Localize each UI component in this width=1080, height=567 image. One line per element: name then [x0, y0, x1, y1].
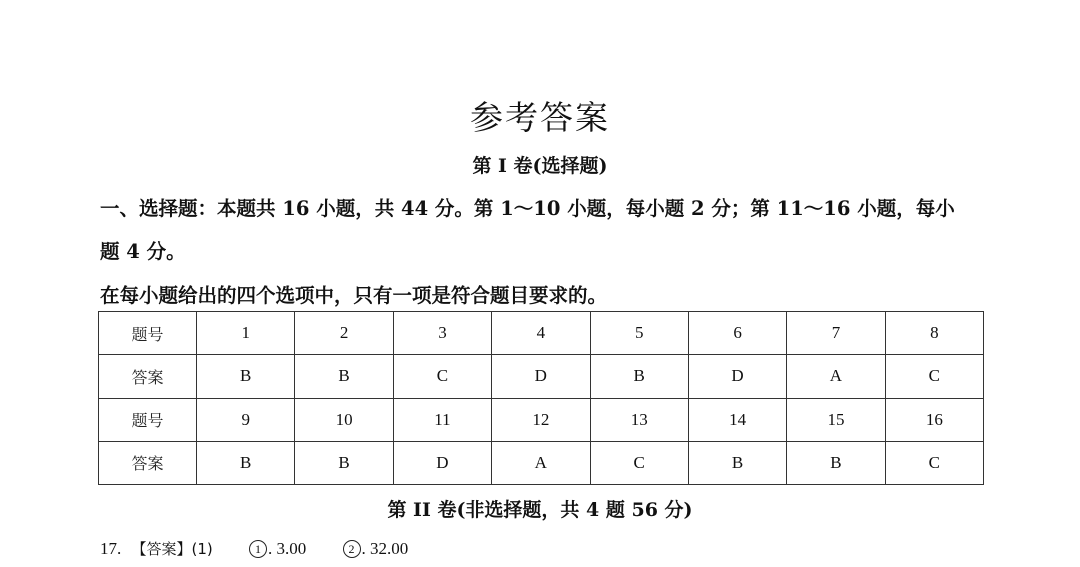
- part-one-heading: 第 I 卷(选择题): [472, 155, 608, 177]
- table-cell: B: [688, 441, 786, 484]
- table-cell: 3: [393, 312, 491, 355]
- table-cell: B: [295, 441, 393, 484]
- table-cell: A: [492, 441, 590, 484]
- page-title: 参考答案: [470, 98, 610, 137]
- table-cell: 7: [787, 312, 885, 355]
- table-cell: 4: [492, 312, 590, 355]
- table-cell: D: [393, 441, 491, 484]
- row-label: 答案: [99, 355, 197, 398]
- row-label: 题号: [99, 312, 197, 355]
- table-cell: 12: [492, 398, 590, 441]
- table-cell: B: [197, 355, 295, 398]
- table-cell: 13: [590, 398, 688, 441]
- table-cell: 9: [197, 398, 295, 441]
- instruction-line-1: 一、选择题：本题共 16 小题，共 44 分。第 1～10 小题，每小题 2 分；第 11～16 小题，每小: [100, 197, 955, 220]
- table-cell: B: [787, 441, 885, 484]
- table-cell: 2: [295, 312, 393, 355]
- table-cell: 1: [197, 312, 295, 355]
- question-17-answer: [100, 538, 440, 559]
- answer-item: [249, 539, 306, 559]
- answer-table: [98, 311, 984, 485]
- table-row: [99, 312, 984, 355]
- answer-item: [343, 539, 409, 559]
- row-label: 题号: [99, 398, 197, 441]
- table-row: [99, 355, 984, 398]
- table-cell: B: [295, 355, 393, 398]
- part-two-heading: 第 II 卷(非选择题，共 4 题 56 分): [387, 499, 693, 521]
- answer-label: 【答案】(1): [131, 540, 213, 558]
- instruction-line-3: 在每小题给出的四个选项中，只有一项是符合题目要求的。: [100, 284, 608, 307]
- table-cell: C: [393, 355, 491, 398]
- table-cell: C: [885, 355, 983, 398]
- circled-number-marker: 1: [249, 540, 267, 558]
- row-label: 答案: [99, 441, 197, 484]
- table-cell: A: [787, 355, 885, 398]
- instruction-line-2: 题 4 分。: [100, 240, 186, 263]
- table-row: [99, 441, 984, 484]
- answer-value: . 32.00: [361, 539, 409, 558]
- table-cell: 10: [295, 398, 393, 441]
- table-cell: 8: [885, 312, 983, 355]
- table-cell: B: [197, 441, 295, 484]
- answer-value: . 3.00: [268, 539, 307, 558]
- table-row: [99, 398, 984, 441]
- table-cell: 5: [590, 312, 688, 355]
- table-cell: B: [590, 355, 688, 398]
- table-cell: C: [590, 441, 688, 484]
- question-number: 17.: [100, 539, 122, 558]
- circled-number-marker: 2: [343, 540, 361, 558]
- table-cell: 16: [885, 398, 983, 441]
- table-cell: 6: [688, 312, 786, 355]
- table-cell: 15: [787, 398, 885, 441]
- table-cell: 14: [688, 398, 786, 441]
- table-cell: 11: [393, 398, 491, 441]
- table-cell: C: [885, 441, 983, 484]
- table-cell: D: [492, 355, 590, 398]
- table-cell: D: [688, 355, 786, 398]
